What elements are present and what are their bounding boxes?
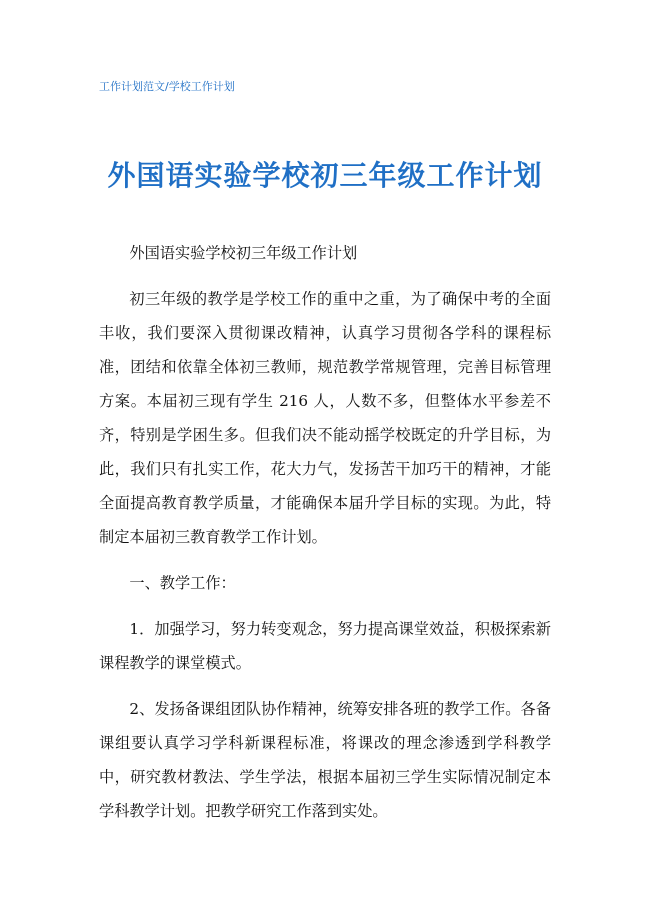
list-item-1: 1．加强学习，努力转变观念，努力提高课堂效益，积极探索新课程教学的课堂模式。	[99, 620, 551, 672]
document-body	[99, 236, 551, 840]
page-title: 外国语实验学校初三年级工作计划	[107, 159, 543, 192]
list-item-2: 2、发扬备课组团队协作精神，统筹安排各班的教学工作。各备课组要认真学习学科新课程标准，将课改的理念渗透到学科教学中，研究教材教法、学生学法，根据本届初三学生实际情况制定本学科教学计划。把教学研究工作落到实处。	[99, 700, 551, 820]
intro-paragraph: 初三年级的教学是学校工作的重中之重，为了确保中考的全面丰收，我们要深入贯彻课改精神，认真学习贯彻各学科的课程标准，团结和依靠全体初三教师，规范教学常规管理，完善目标管理方案。本届初三现有学生 216 人，人数不多，但整体水平参差不齐，特别是学困生多。但我们决不能动摇学校既定的升学目标，为此，我们只有扎实工作，花大力气，发扬苦干加巧干的精神，才能全面提高教育教学质量，才能确保本届升学目标的实现。为此，特制定本届初三教育教学工作计划。	[99, 290, 551, 546]
document-subtitle: 外国语实验学校初三年级工作计划	[129, 244, 358, 262]
section-heading-teaching: 一、教学工作：	[129, 574, 236, 592]
breadcrumb[interactable]: 工作计划范文/学校工作计划	[99, 80, 235, 93]
